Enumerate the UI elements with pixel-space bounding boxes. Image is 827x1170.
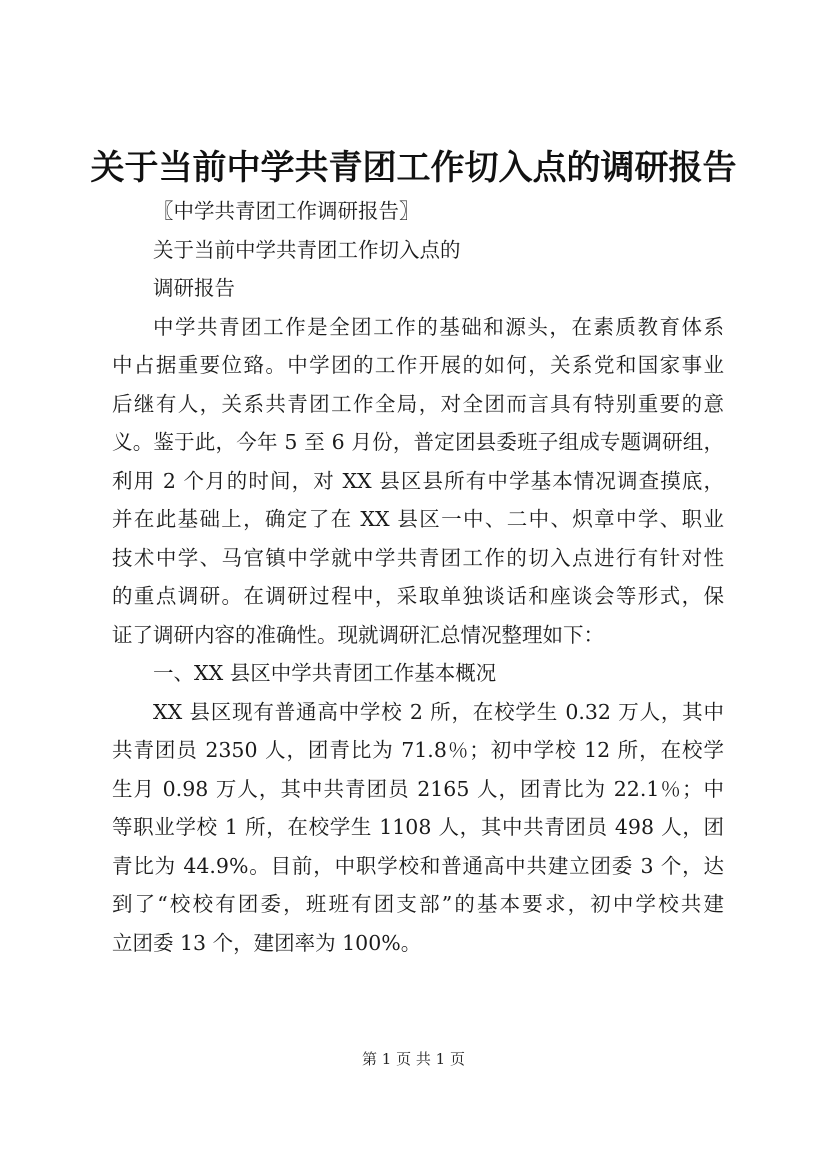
paragraph-intro <box>112 308 724 655</box>
paragraph-line: 利用 2 个月的时间，对 XX 县区县所有中学基本情况调查摸底， <box>112 468 724 493</box>
header-line-subtitle: 关于当前中学共青团工作切入点的 <box>153 237 461 262</box>
header-line-report: 调研报告 <box>153 276 235 300</box>
paragraph-line: 立团委 13 个，建团率为 100%。 <box>112 930 422 955</box>
document-body <box>112 192 724 962</box>
paragraph-line: 等职业学校 1 所，在校学生 1108 人，其中共青团员 498 人，团 <box>112 815 724 839</box>
paragraph-line: 共青团员 2350 人，团青比为 71.8％；初中学校 12 所，在校学 <box>112 738 724 762</box>
paragraph-line: 生月 0.98 万人，其中共青团员 2165 人，团青比为 22.1％；中 <box>112 776 724 801</box>
paragraph-line: 义。鉴于此，今年 5 至 6 月份，普定团县委班子组成专题调研组， <box>112 430 724 454</box>
paragraph-line: 并在此基础上，确定了在 XX 县区一中、二中、炽章中学、职业 <box>112 507 724 531</box>
document-title: 关于当前中学共青团工作切入点的调研报告 <box>90 148 737 188</box>
paragraph-line: 到了“校校有团委，班班有团支部”的基本要求，初中学校共建 <box>112 892 724 916</box>
paragraph-line: XX 县区现有普通高中学校 2 所，在校学生 0.32 万人，其中 <box>153 699 724 724</box>
paragraph-line: 的重点调研。在调研过程中，采取单独谈话和座谈会等形式，保 <box>112 584 724 608</box>
paragraph-line: 中占据重要位臵。中学团的工作开展的如何，关系党和国家事业 <box>112 353 724 377</box>
paragraph-line: 中学共青团工作是全团工作的基础和源头，在素质教育体系 <box>153 314 724 339</box>
paragraph-line: 证了调研内容的准确性。现就调研汇总情况整理如下： <box>112 622 604 647</box>
section-heading: 一、XX 县区中学共青团工作基本概况 <box>153 661 497 685</box>
paragraph-line: 技术中学、马官镇中学就中学共青团工作的切入点进行有针对性 <box>112 545 724 570</box>
paragraph-overview <box>112 693 724 963</box>
header-line-category: 〖中学共青团工作调研报告〗 <box>153 199 420 223</box>
page-footer: 第 1 页 共 1 页 <box>362 1050 465 1068</box>
paragraph-line: 青比为 44.9%。目前，中职学校和普通高中共建立团委 3 个，达 <box>112 853 724 878</box>
paragraph-line: 后继有人，关系共青团工作全局，对全团而言具有特别重要的意 <box>112 391 724 416</box>
